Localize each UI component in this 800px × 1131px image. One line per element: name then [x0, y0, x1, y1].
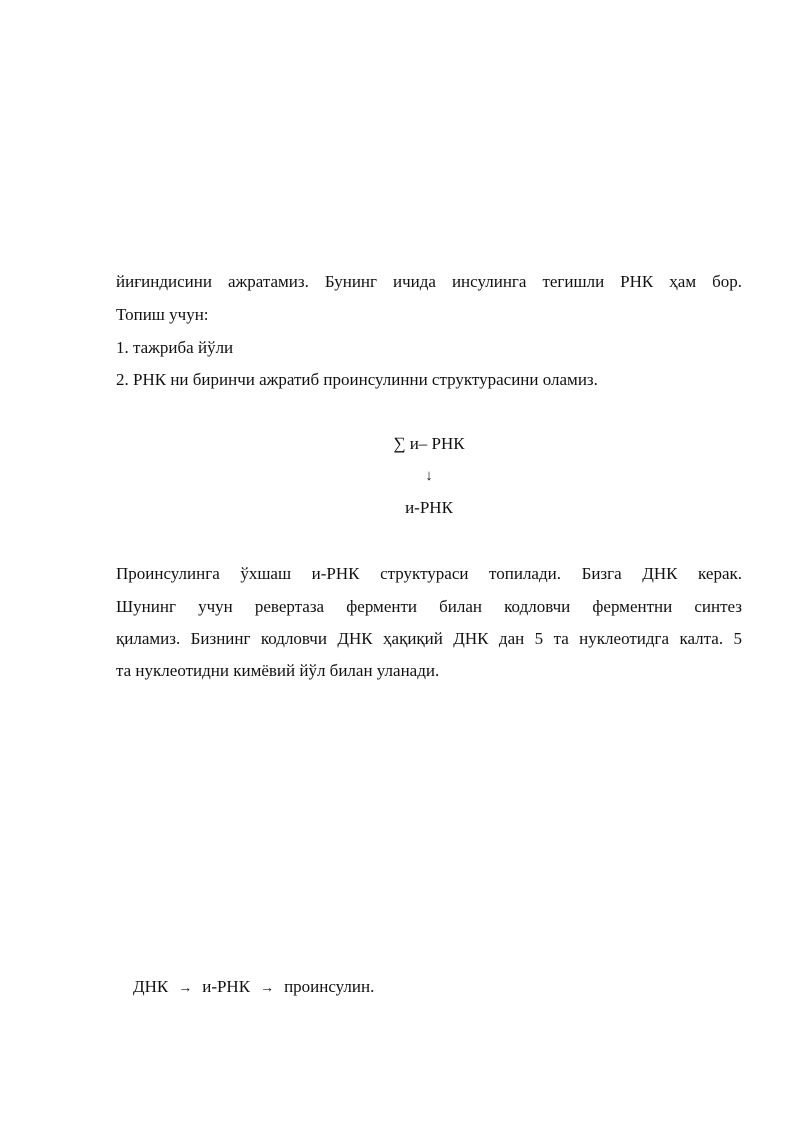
- scheme-down-arrow-icon: ↓: [425, 468, 433, 484]
- paragraph2-line4: та нуклеотидни кимёвий йўл билан уланади.: [116, 661, 440, 680]
- scheme-bottom: и-РНК: [405, 498, 453, 517]
- right-arrow-icon: →: [260, 981, 275, 996]
- list-item-1: 1. тажриба йўли: [116, 338, 234, 357]
- formula: [116, 954, 374, 1022]
- paragraph1-line1: йиғиндисини ажратамиз. Бунинг ичида инсулинга тегишли РНК ҳам бор.: [116, 272, 742, 291]
- paragraph2-line1: Проинсулинга ўхшаш и-РНК структураси топилади. Бизга ДНК керак.: [116, 564, 742, 583]
- list-item-2: 2. РНК ни биринчи ажратиб проинсулинни структурасини оламиз.: [116, 370, 598, 389]
- formula-mrna: и-РНК: [202, 977, 251, 996]
- paragraph2-line2: Шунинг учун ревертаза ферменти билан кодловчи ферментни синтез: [116, 597, 742, 616]
- formula-product: проинсулин.: [284, 977, 375, 996]
- paragraph2-line3: қиламиз. Бизнинг кодловчи ДНК ҳақиқий ДНК дан 5 та нуклеотидга калта. 5: [116, 629, 742, 648]
- paragraph1-line2: Топиш учун:: [116, 305, 209, 324]
- formula-dna: ДНК: [133, 977, 169, 996]
- right-arrow-icon: →: [178, 981, 193, 996]
- scheme-top: ∑ и– РНК: [393, 434, 465, 453]
